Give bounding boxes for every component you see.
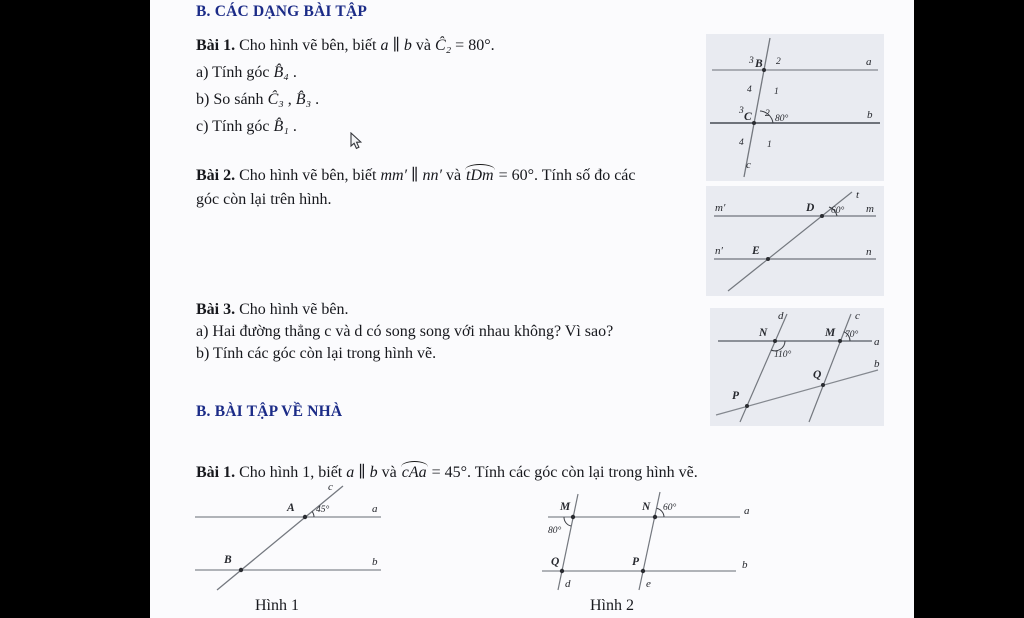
section-heading-dang-bai-tap: B. CÁC DẠNG BÀI TẬP — [196, 3, 368, 20]
fig1-label-c: c — [746, 159, 751, 171]
exercise-2-label: Bài 2. — [196, 167, 236, 184]
math-angle-C2: Ĉ₂ — [434, 37, 452, 54]
caption-hinh-2: Hình 2 — [590, 597, 634, 614]
h2fig-angle-arc-M — [564, 517, 571, 526]
h2fig-angle-M: 80° — [548, 526, 562, 536]
math-a-parallel-b: a ∥ b — [380, 37, 412, 54]
h2fig-point-P-dot — [641, 569, 645, 573]
math-angle-tDm: tDm — [466, 167, 494, 184]
document-page — [150, 0, 914, 618]
caption-hinh-1: Hình 1 — [255, 597, 299, 614]
fig3-point-P-dot — [745, 404, 749, 408]
figure-hinh-2 — [540, 480, 760, 595]
h2fig-label-Q: Q — [551, 556, 560, 568]
homework-1-intro: Bài 1. Cho hình 1, biết a ∥ b và cAa = 45°. Tính các góc còn lại trong hình vẽ. — [196, 464, 698, 481]
h2fig-label-b: b — [742, 559, 748, 571]
fig3-point-Q-dot — [821, 383, 825, 387]
h2fig-label-a: a — [744, 505, 750, 517]
math-angle-C3: Ĉ₃ — [267, 91, 284, 108]
math-angle-B4: B̂₄ — [273, 64, 289, 81]
figure-hinh-1-svg — [185, 480, 400, 595]
fig2-label-m-prime: m′ — [715, 202, 726, 214]
figure-exercise-3 — [710, 308, 884, 426]
h1fig-transversal-c — [217, 486, 343, 590]
fig3-line-b — [716, 370, 878, 415]
fig2-point-E-dot — [766, 257, 770, 261]
figure-exercise-3-svg — [710, 308, 884, 426]
h2fig-point-M-dot — [571, 515, 575, 519]
exercise-1-intro: Bài 1. Cho hình vẽ bên, biết a ∥ b và Ĉ₂ = 80°. — [196, 37, 495, 54]
fig3-label-P: P — [732, 390, 740, 402]
fig1-label-b: b — [867, 109, 873, 121]
figure-hinh-1 — [185, 480, 400, 595]
h1fig-angle-45: 45° — [316, 505, 330, 515]
fig1-angle-num-b4: 4 — [747, 85, 752, 95]
math-a-parallel-b-2: a ∥ b — [346, 464, 378, 481]
h1fig-label-A: A — [287, 502, 295, 514]
exercise-3-label: Bài 3. — [196, 301, 236, 318]
fig2-point-D-dot — [820, 214, 824, 218]
fig3-angle-110: 110° — [774, 350, 792, 360]
exercise-3-intro: Bài 3. Cho hình vẽ bên. — [196, 301, 349, 318]
figure-exercise-1-svg — [706, 34, 884, 181]
letterbox-left — [0, 0, 150, 618]
exercise-1-item-a: a) Tính góc B̂₄ . — [196, 64, 297, 81]
fig1-label-C: C — [744, 111, 752, 123]
homework-1-label: Bài 1. — [196, 464, 236, 481]
letterbox-right — [914, 0, 1024, 618]
fig1-label-a: a — [866, 56, 872, 68]
math-angle-cAa: cAa — [401, 464, 427, 481]
fig2-label-D: D — [806, 202, 815, 214]
h2fig-label-M: M — [560, 501, 571, 513]
mouse-cursor-icon — [350, 132, 363, 155]
math-angle-B1: B̂₁ — [273, 118, 289, 135]
fig3-angle-70: 70° — [845, 330, 859, 340]
figure-hinh-2-svg — [540, 480, 760, 595]
h2fig-point-N-dot — [653, 515, 657, 519]
fig2-label-n: n — [866, 246, 872, 258]
fig3-label-d: d — [778, 310, 784, 322]
fig3-label-b: b — [874, 358, 880, 370]
figure-exercise-2 — [706, 186, 884, 296]
section-heading-bai-tap-ve-nha: B. BÀI TẬP VỀ NHÀ — [196, 403, 343, 420]
h1fig-label-a: a — [372, 503, 378, 515]
exercise-2-intro-line1: Bài 2. Cho hình vẽ bên, biết mm′ ∥ nn′ và tDm = 60°. Tính số đo các — [196, 167, 636, 184]
figure-exercise-1 — [706, 34, 884, 181]
h1fig-label-B: B — [224, 554, 232, 566]
fig3-point-N-dot — [773, 339, 777, 343]
fig3-point-M-dot — [838, 339, 842, 343]
h1fig-label-b: b — [372, 556, 378, 568]
h2fig-label-P: P — [632, 556, 640, 568]
fig1-angle-num-c4: 4 — [739, 138, 744, 148]
fig3-label-a: a — [874, 336, 880, 348]
exercise-1-label: Bài 1. — [196, 37, 236, 54]
h2fig-label-N: N — [642, 501, 651, 513]
fig2-label-m: m — [866, 203, 874, 215]
h1fig-angle-arc — [312, 511, 314, 517]
h1fig-point-B-dot — [239, 568, 243, 572]
exercise-1-item-b: b) So sánh Ĉ₃ , B̂₃ . — [196, 91, 320, 108]
fig1-angle-num-b1: 1 — [774, 87, 779, 97]
h1fig-point-A-dot — [303, 515, 307, 519]
fig1-point-C-dot — [752, 121, 756, 125]
fig1-angle-num-c1: 1 — [767, 140, 772, 150]
exercise-3-item-a: a) Hai đường thẳng c và d có song song với nhau không? Vì sao? — [196, 323, 614, 340]
fig1-angle-num-c2: 2 — [765, 109, 770, 119]
fig1-angle-num-b3: 3 — [749, 56, 754, 66]
h2fig-point-Q-dot — [560, 569, 564, 573]
figure-exercise-2-svg — [706, 186, 884, 296]
fig3-label-c: c — [855, 310, 860, 322]
math-mm-parallel-nn: mm′ ∥ nn′ — [380, 167, 442, 184]
fig2-label-E: E — [752, 245, 760, 257]
fig1-angle-80: 80° — [775, 114, 789, 124]
h1fig-label-c: c — [328, 481, 333, 493]
exercise-2-intro-line2: góc còn lại trên hình. — [196, 191, 332, 208]
fig2-label-t: t — [856, 189, 860, 201]
fig3-label-N: N — [759, 327, 768, 339]
fig1-angle-num-c3: 3 — [739, 106, 744, 116]
h2fig-angle-N: 60° — [663, 503, 677, 513]
exercise-3-item-b: b) Tính các góc còn lại trong hình vẽ. — [196, 345, 437, 362]
math-angle-B3: B̂₃ — [295, 91, 312, 108]
exercise-1-item-c: c) Tính góc B̂₁ . — [196, 118, 297, 135]
h2fig-label-e: e — [646, 578, 651, 590]
fig2-angle-60: 60° — [831, 206, 845, 216]
fig1-angle-num-b2: 2 — [776, 57, 781, 67]
fig3-label-M: M — [825, 327, 836, 339]
fig3-label-Q: Q — [813, 369, 822, 381]
h2fig-label-d: d — [565, 578, 571, 590]
fig1-label-B: B — [755, 58, 763, 70]
fig2-label-n-prime: n′ — [715, 245, 723, 257]
